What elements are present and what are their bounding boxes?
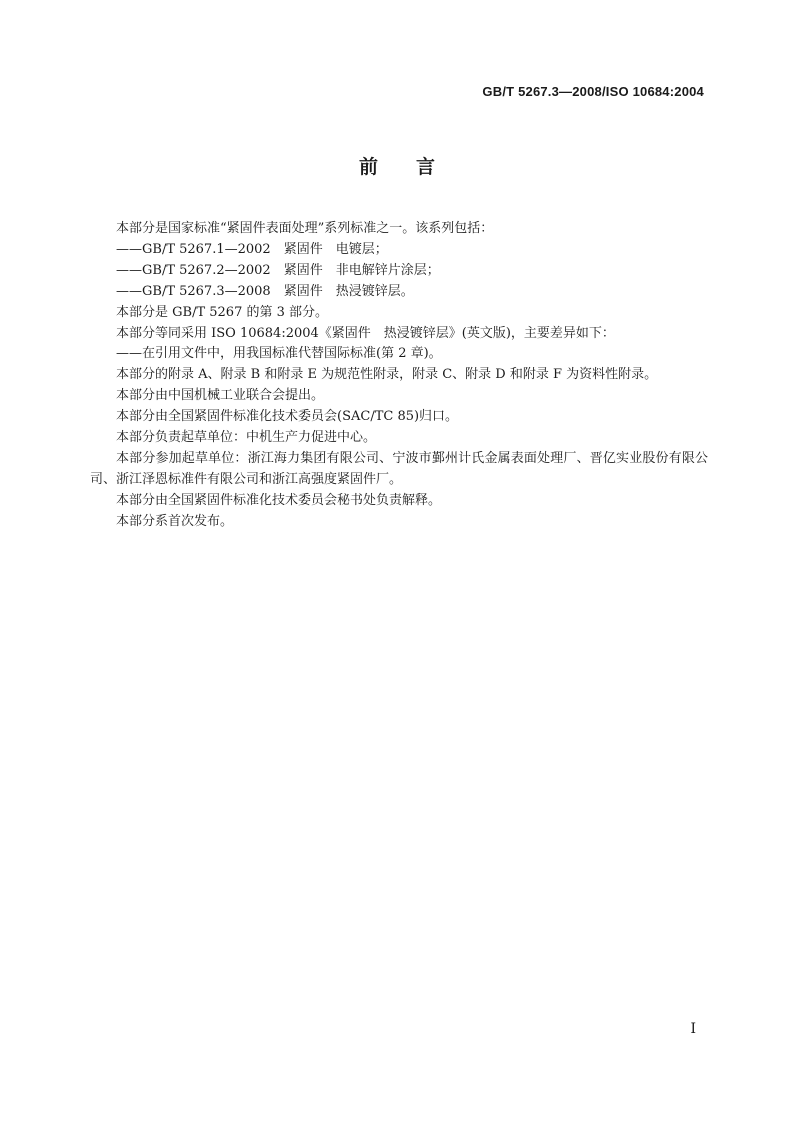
list-item: ——GB/T 5267.3—2008 紧固件 热浸镀锌层。 (116, 283, 414, 299)
paragraph: 本部分是国家标准“紧固件表面处理”系列标准之一。该系列包括： (116, 221, 494, 236)
list-item: ——在引用文件中，用我国标准代替国际标准(第 2 章)。 (116, 346, 442, 362)
paragraph: 本部分等同采用 ISO 10684:2004《紧固件 热浸镀锌层》(英文版)，主要差异如下： (116, 325, 615, 341)
paragraph: 本部分是 GB/T 5267 的第 3 部分。 (116, 304, 329, 320)
paragraph: 本部分的附录 A、附录 B 和附录 E 为规范性附录，附录 C、附录 D 和附录 F 为资料性附录。 (116, 367, 658, 383)
paragraph: 本部分参加起草单位：浙江海力集团有限公司、宁波市鄞州计氏金属表面处理厂、晋亿实业股份有限公司、浙江泽恩标准件有限公司和浙江高强度紧固件厂。 (90, 450, 708, 487)
foreword-body (90, 219, 708, 533)
page-title: 前言 (358, 156, 473, 178)
paragraph: 本部分系首次发布。 (116, 513, 234, 529)
paragraph: 本部分由全国紧固件标准化技术委员会秘书处负责解释。 (116, 492, 442, 508)
standard-number: GB/T 5267.3—2008/ISO 10684:2004 (482, 84, 704, 99)
list-item: ——GB/T 5267.2—2002 紧固件 非电解锌片涂层； (116, 262, 440, 278)
paragraph: 本部分由中国机械工业联合会提出。 (116, 388, 325, 404)
page-number: I (690, 1021, 696, 1037)
paragraph: 本部分由全国紧固件标准化技术委员会(SAC/TC 85)归口。 (116, 409, 459, 425)
paragraph: 本部分负责起草单位：中机生产力促进中心。 (116, 430, 377, 446)
list-item: ——GB/T 5267.1—2002 紧固件 电镀层； (116, 241, 388, 257)
